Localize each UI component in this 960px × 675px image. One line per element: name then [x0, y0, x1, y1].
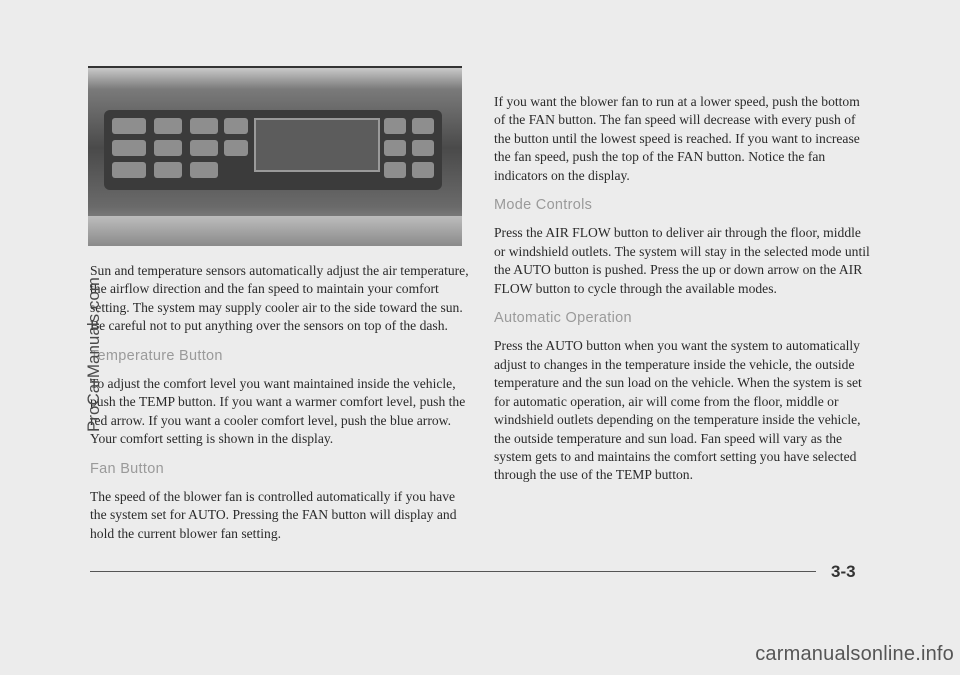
bottom-watermark: carmanualsonline.info — [755, 643, 954, 665]
panel-button — [384, 140, 406, 156]
panel-button — [154, 140, 182, 156]
page-number: 3-3 — [831, 562, 856, 581]
fan-paragraph: The speed of the blower fan is controlled automatically if you have the system set for AUTO. Pressing the FAN button will display and hold the current blower fan setting. — [90, 489, 457, 541]
fan-paragraph-continued: If you want the blower fan to run at a lower speed, push the bottom of the FAN button. The fan speed will decrease with every push of the button until the lowest speed is reached. If you want to increase the fan speed, push the top of the FAN button. Notice the fan indicators on the display. — [494, 94, 860, 183]
auto-heading: Automatic Operation — [494, 310, 632, 327]
panel-button — [112, 118, 146, 134]
panel-button — [154, 162, 182, 178]
panel-button — [190, 162, 218, 178]
dash-trim — [88, 216, 462, 246]
panel-button — [112, 140, 146, 156]
panel-button — [224, 118, 248, 134]
temperature-paragraph: To adjust the comfort level you want maintained inside the vehicle, push the TEMP button. If you want a warmer comfort level, push the red arrow. If you want a cooler comfort level, push the blue arrow. Your comfort setting is shown in the display. — [90, 376, 466, 447]
panel-button — [384, 162, 406, 178]
panel-button — [412, 162, 434, 178]
panel-button — [412, 140, 434, 156]
mode-paragraph: Press the AIR FLOW button to deliver air through the floor, middle or windshield outlets. The system will stay in the selected mode until the AUTO button is pushed. Press the up or down arrow on the AIR FLOW button to cycle through the available modes. — [494, 225, 870, 296]
footer-rule — [90, 571, 816, 572]
panel-button — [190, 140, 218, 156]
panel-button — [384, 118, 406, 134]
auto-paragraph: Press the AUTO button when you want the system to automatically adjust to changes in the temperature inside the vehicle, the outside temperature and the sun load on the vehicle. When the system is set for automatic operation, air will come from the floor, middle or windshield outlets depending on the temperature inside the vehicle, the outside temperature and sun load. Fan speed will vary as the system gets to and maintains the comfort setting you have selected through the use of the TEMP button. — [494, 338, 862, 483]
panel-button — [224, 140, 248, 156]
control-panel — [104, 110, 442, 190]
temperature-heading: Temperature Button — [90, 347, 223, 364]
panel-button — [412, 118, 434, 134]
climate-control-photo — [88, 66, 462, 246]
panel-button — [112, 162, 146, 178]
fan-heading: Fan Button — [90, 460, 164, 477]
panel-display — [254, 118, 380, 172]
mode-heading: Mode Controls — [494, 197, 593, 214]
right-column — [494, 93, 874, 496]
left-column — [90, 262, 470, 554]
intro-paragraph: Sun and temperature sensors automatically adjust the air temperature, the airflow direction and the fan speed to maintain your comfort setting. The system may supply cooler air to the side toward the sun. Be careful not to put anything over the sensors on top of the dash. — [90, 263, 469, 334]
panel-button — [154, 118, 182, 134]
panel-button — [190, 118, 218, 134]
side-watermark: ProCarManuals.com — [84, 277, 103, 432]
